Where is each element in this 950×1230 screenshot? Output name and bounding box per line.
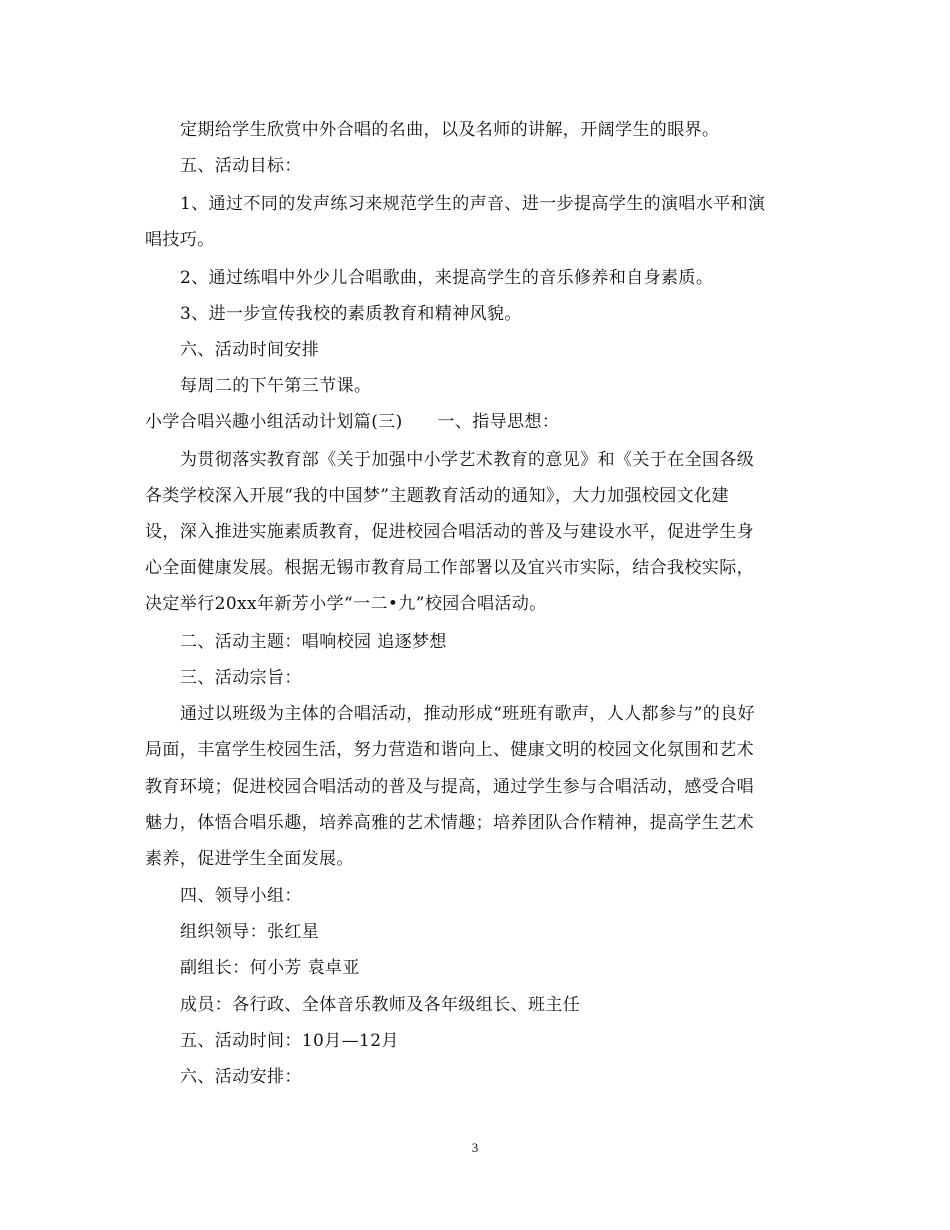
section-heading: 五、活动目标： — [180, 156, 302, 176]
page-number: 3 — [471, 1140, 479, 1155]
section-heading: 六、活动安排： — [180, 1067, 302, 1087]
text-line: 教育环境；促进校园合唱活动的普及与提高，通过学生参与合唱活动，感受合唱 — [145, 777, 754, 797]
text-line: 素养，促进学生全面发展。 — [145, 849, 354, 869]
text-line: 每周二的下午第三节课。 — [180, 376, 372, 396]
section-heading: 二、活动主题：唱响校园 追逐梦想 — [180, 632, 447, 652]
text-line: 2、通过练唱中外少儿合唱歌曲，来提高学生的音乐修养和自身素质。 — [180, 268, 714, 288]
text-line: 决定举行20xx年新芳小学“一二•九”校园合唱活动。 — [145, 594, 547, 614]
text-line: 设，深入推进实施素质教育，促进校园合唱活动的普及与建设水平，促进学生身 — [145, 522, 754, 542]
text-line: 通过以班级为主体的合唱活动，推动形成“班班有歌声，人人都参与”的良好 — [180, 704, 755, 724]
text-line: 各类学校深入开展“我的中国梦”主题教育活动的通知》，大力加强校园文化建 — [145, 486, 729, 506]
section-heading: 三、活动宗旨： — [180, 668, 302, 688]
text-line: 3、进一步宣传我校的素质教育和精神风貌。 — [180, 304, 522, 324]
text-line: 1、通过不同的发声练习来规范学生的声音、进一步提高学生的演唱水平和演 — [180, 194, 766, 214]
text-line: 心全面健康发展。根据无锡市教育局工作部署以及宜兴市实际，结合我校实际， — [145, 558, 754, 578]
article-title: 小学合唱兴趣小组活动计划篇(三) 一、指导思想： — [145, 412, 560, 432]
text-line: 组织领导：张红星 — [180, 922, 320, 942]
text-line: 魅力，体悟合唱乐趣，培养高雅的艺术情趣；培养团队合作精神，提高学生艺术 — [145, 813, 754, 833]
text-line: 局面，丰富学生校园生活，努力营造和谐向上、健康文明的校园文化氛围和艺术 — [145, 740, 754, 760]
section-heading: 六、活动时间安排 — [180, 340, 320, 360]
text-line: 定期给学生欣赏中外合唱的名曲，以及名师的讲解，开阔学生的眼界。 — [180, 120, 720, 140]
text-line: 成员：各行政、全体音乐教师及各年级组长、班主任 — [180, 995, 581, 1015]
text-line: 唱技巧。 — [145, 230, 215, 250]
text-line: 副组长：何小芳 袁卓亚 — [180, 958, 360, 978]
text-line: 为贯彻落实教育部《关于加强中小学艺术教育的意见》和《关于在全国各级 — [180, 450, 755, 470]
section-heading: 五、活动时间：10月—12月 — [180, 1031, 399, 1051]
section-heading: 四、领导小组： — [180, 886, 302, 906]
